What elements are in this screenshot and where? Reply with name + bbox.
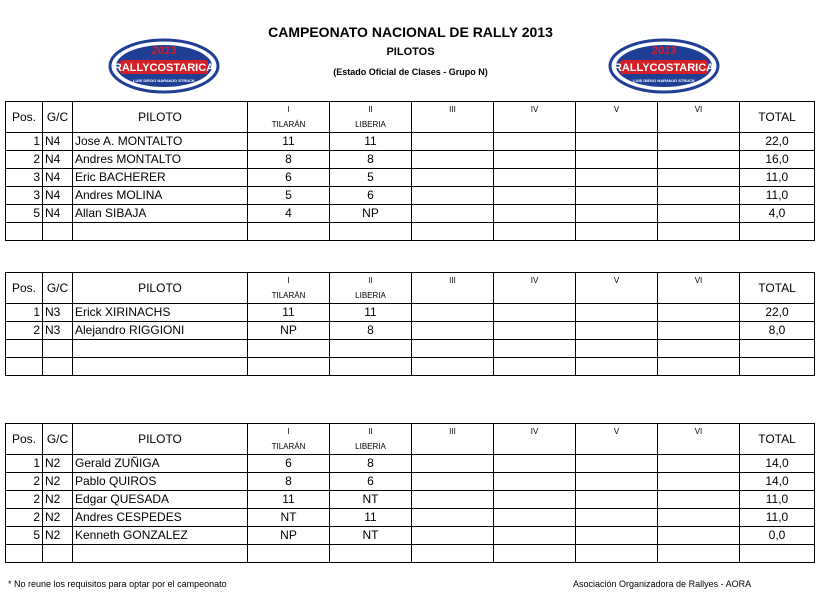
cell-round-points bbox=[412, 133, 494, 151]
col-header-round: II bbox=[330, 102, 412, 118]
cell-round-points bbox=[658, 133, 740, 151]
col-header-round: I bbox=[248, 424, 330, 440]
col-header-round: II bbox=[330, 424, 412, 440]
col-header-total: TOTAL bbox=[740, 424, 815, 455]
cell-pos: 2 bbox=[6, 491, 43, 509]
table-row bbox=[6, 491, 815, 509]
cell-round-points bbox=[658, 322, 740, 340]
cell-round-points bbox=[494, 340, 576, 358]
col-header-round: VI bbox=[658, 102, 740, 118]
cell-gc: N2 bbox=[43, 491, 73, 509]
page-title: CAMPEONATO NACIONAL DE RALLY 2013 bbox=[268, 24, 553, 40]
col-header-pos: Pos. bbox=[6, 273, 43, 304]
cell-gc bbox=[43, 223, 73, 241]
col-header-round: IV bbox=[494, 102, 576, 118]
cell-total: 4,0 bbox=[740, 205, 815, 223]
col-header-pos: Pos. bbox=[6, 424, 43, 455]
cell-round-points bbox=[576, 358, 658, 376]
page-note: (Estado Oficial de Clases - Grupo N) bbox=[333, 67, 488, 77]
cell-round-points bbox=[412, 304, 494, 322]
col-header-round: III bbox=[412, 102, 494, 118]
cell-round-points bbox=[248, 340, 330, 358]
cell-piloto: Allan SIBAJA bbox=[73, 205, 248, 223]
cell-round-points bbox=[576, 340, 658, 358]
cell-total bbox=[740, 545, 815, 563]
col-header-piloto: PILOTO bbox=[73, 424, 248, 455]
cell-round-points: 11 bbox=[248, 304, 330, 322]
cell-round-points bbox=[576, 527, 658, 545]
cell-piloto: Andres MONTALTO bbox=[73, 151, 248, 169]
cell-gc bbox=[43, 358, 73, 376]
cell-pos bbox=[6, 223, 43, 241]
col-header-total: TOTAL bbox=[740, 102, 815, 133]
cell-round-points: NP bbox=[330, 205, 412, 223]
col-header-venue: LIBERIA bbox=[330, 288, 412, 304]
col-header-round: I bbox=[248, 273, 330, 289]
col-header-venue bbox=[658, 439, 740, 455]
col-header-venue bbox=[494, 439, 576, 455]
cell-pos: 3 bbox=[6, 187, 43, 205]
cell-round-points bbox=[494, 473, 576, 491]
svg-text:2013: 2013 bbox=[651, 45, 677, 57]
cell-round-points bbox=[412, 455, 494, 473]
col-header-round: V bbox=[576, 102, 658, 118]
cell-pos: 2 bbox=[6, 322, 43, 340]
cell-pos: 3 bbox=[6, 169, 43, 187]
cell-gc: N2 bbox=[43, 455, 73, 473]
cell-piloto: Erick XIRINACHS bbox=[73, 304, 248, 322]
cell-round-points bbox=[576, 133, 658, 151]
rally-logo-right bbox=[608, 34, 720, 94]
col-header-venue: TILARÁN bbox=[248, 439, 330, 455]
cell-pos: 2 bbox=[6, 473, 43, 491]
svg-text:2013: 2013 bbox=[151, 45, 177, 57]
table-row bbox=[6, 473, 815, 491]
table-row bbox=[6, 304, 815, 322]
cell-round-points bbox=[576, 223, 658, 241]
col-header-round: III bbox=[412, 273, 494, 289]
cell-round-points bbox=[412, 223, 494, 241]
cell-round-points bbox=[658, 455, 740, 473]
results-table-n3 bbox=[5, 272, 815, 376]
cell-round-points bbox=[412, 473, 494, 491]
table-row bbox=[6, 455, 815, 473]
cell-round-points bbox=[576, 322, 658, 340]
cell-round-points bbox=[412, 527, 494, 545]
col-header-venue bbox=[412, 117, 494, 133]
col-header-gc: G/C bbox=[43, 424, 73, 455]
cell-round-points: 4 bbox=[248, 205, 330, 223]
cell-piloto: Andres MOLINA bbox=[73, 187, 248, 205]
cell-pos bbox=[6, 358, 43, 376]
cell-round-points bbox=[658, 473, 740, 491]
col-header-gc: G/C bbox=[43, 273, 73, 304]
cell-round-points bbox=[494, 133, 576, 151]
col-header-round: VI bbox=[658, 273, 740, 289]
cell-round-points bbox=[330, 223, 412, 241]
cell-gc: N4 bbox=[43, 187, 73, 205]
cell-piloto: Jose A. MONTALTO bbox=[73, 133, 248, 151]
col-header-venue: TILARÁN bbox=[248, 288, 330, 304]
cell-gc: N4 bbox=[43, 169, 73, 187]
svg-text:RALLYCOSTARICA: RALLYCOSTARICA bbox=[113, 62, 215, 74]
col-header-venue: TILARÁN bbox=[248, 117, 330, 133]
col-header-venue: LIBERIA bbox=[330, 117, 412, 133]
col-header-venue bbox=[494, 288, 576, 304]
cell-gc: N4 bbox=[43, 205, 73, 223]
cell-round-points: NP bbox=[248, 527, 330, 545]
cell-round-points: 8 bbox=[330, 455, 412, 473]
cell-total bbox=[740, 223, 815, 241]
cell-round-points: 5 bbox=[248, 187, 330, 205]
cell-piloto: Andres CESPEDES bbox=[73, 509, 248, 527]
cell-total: 11,0 bbox=[740, 169, 815, 187]
svg-text:LUIS DIEGO NARANJO STRUCK: LUIS DIEGO NARANJO STRUCK bbox=[633, 78, 695, 83]
cell-round-points: 8 bbox=[248, 473, 330, 491]
col-header-venue: LIBERIA bbox=[330, 439, 412, 455]
col-header-round: VI bbox=[658, 424, 740, 440]
cell-total: 0,0 bbox=[740, 527, 815, 545]
cell-round-points bbox=[658, 509, 740, 527]
cell-piloto bbox=[73, 545, 248, 563]
cell-pos: 2 bbox=[6, 151, 43, 169]
col-header-venue bbox=[576, 439, 658, 455]
table-row bbox=[6, 205, 815, 223]
cell-round-points bbox=[494, 491, 576, 509]
col-header-venue bbox=[412, 439, 494, 455]
cell-round-points: 11 bbox=[330, 509, 412, 527]
col-header-gc: G/C bbox=[43, 102, 73, 133]
cell-piloto: Alejandro RIGGIONI bbox=[73, 322, 248, 340]
cell-total bbox=[740, 340, 815, 358]
cell-round-points bbox=[412, 169, 494, 187]
cell-round-points bbox=[576, 151, 658, 169]
results-table-n2 bbox=[5, 423, 815, 563]
cell-round-points bbox=[494, 223, 576, 241]
col-header-venue bbox=[576, 117, 658, 133]
col-header-round: I bbox=[248, 102, 330, 118]
cell-round-points bbox=[330, 340, 412, 358]
footer-organizer: Asociación Organizadora de Rallyes - AORA bbox=[573, 579, 752, 589]
cell-round-points bbox=[576, 473, 658, 491]
col-header-venue bbox=[658, 117, 740, 133]
table-row bbox=[6, 545, 815, 563]
cell-round-points: 11 bbox=[330, 133, 412, 151]
table-row bbox=[6, 133, 815, 151]
cell-total bbox=[740, 358, 815, 376]
page-subtitle: PILOTOS bbox=[386, 46, 435, 58]
cell-total: 16,0 bbox=[740, 151, 815, 169]
cell-piloto bbox=[73, 340, 248, 358]
cell-round-points: 6 bbox=[330, 473, 412, 491]
cell-piloto bbox=[73, 223, 248, 241]
cell-round-points: 5 bbox=[330, 169, 412, 187]
cell-total: 11,0 bbox=[740, 491, 815, 509]
cell-total: 8,0 bbox=[740, 322, 815, 340]
cell-round-points bbox=[494, 509, 576, 527]
cell-round-points bbox=[248, 358, 330, 376]
cell-round-points bbox=[494, 304, 576, 322]
col-header-round: V bbox=[576, 273, 658, 289]
cell-round-points bbox=[412, 205, 494, 223]
cell-pos: 5 bbox=[6, 527, 43, 545]
cell-round-points bbox=[658, 223, 740, 241]
cell-pos bbox=[6, 545, 43, 563]
col-header-venue bbox=[576, 288, 658, 304]
col-header-round: IV bbox=[494, 424, 576, 440]
col-header-venue bbox=[494, 117, 576, 133]
cell-round-points bbox=[658, 151, 740, 169]
results-table-n4 bbox=[5, 101, 815, 241]
table-row bbox=[6, 151, 815, 169]
cell-piloto: Edgar QUESADA bbox=[73, 491, 248, 509]
cell-piloto: Eric BACHERER bbox=[73, 169, 248, 187]
cell-round-points bbox=[330, 358, 412, 376]
cell-round-points: 6 bbox=[248, 169, 330, 187]
cell-round-points bbox=[412, 187, 494, 205]
cell-total: 14,0 bbox=[740, 473, 815, 491]
table-row bbox=[6, 223, 815, 241]
cell-gc bbox=[43, 545, 73, 563]
cell-round-points bbox=[658, 545, 740, 563]
cell-total: 14,0 bbox=[740, 455, 815, 473]
cell-round-points bbox=[658, 491, 740, 509]
cell-gc: N2 bbox=[43, 509, 73, 527]
cell-gc bbox=[43, 340, 73, 358]
cell-round-points bbox=[412, 358, 494, 376]
cell-round-points bbox=[658, 527, 740, 545]
cell-round-points: NT bbox=[330, 491, 412, 509]
cell-round-points bbox=[494, 455, 576, 473]
col-header-piloto: PILOTO bbox=[73, 273, 248, 304]
cell-total: 11,0 bbox=[740, 509, 815, 527]
cell-total: 11,0 bbox=[740, 187, 815, 205]
cell-round-points bbox=[658, 187, 740, 205]
cell-round-points bbox=[576, 187, 658, 205]
cell-round-points bbox=[494, 527, 576, 545]
cell-round-points bbox=[412, 509, 494, 527]
footer-note: * No reune los requisitos para optar por el campeonato bbox=[8, 579, 227, 589]
cell-round-points: 11 bbox=[248, 491, 330, 509]
cell-round-points: NP bbox=[248, 322, 330, 340]
cell-round-points bbox=[658, 205, 740, 223]
col-header-venue bbox=[658, 288, 740, 304]
cell-round-points: 11 bbox=[248, 133, 330, 151]
table-row bbox=[6, 358, 815, 376]
cell-round-points bbox=[412, 545, 494, 563]
cell-round-points bbox=[576, 169, 658, 187]
cell-gc: N2 bbox=[43, 473, 73, 491]
cell-round-points bbox=[494, 545, 576, 563]
cell-gc: N4 bbox=[43, 151, 73, 169]
cell-round-points bbox=[412, 340, 494, 358]
col-header-round: V bbox=[576, 424, 658, 440]
cell-round-points bbox=[576, 509, 658, 527]
cell-pos: 1 bbox=[6, 304, 43, 322]
col-header-venue bbox=[412, 288, 494, 304]
cell-round-points bbox=[248, 223, 330, 241]
cell-round-points bbox=[576, 545, 658, 563]
cell-gc: N3 bbox=[43, 322, 73, 340]
cell-round-points bbox=[248, 545, 330, 563]
cell-piloto: Kenneth GONZALEZ bbox=[73, 527, 248, 545]
cell-round-points: 8 bbox=[330, 322, 412, 340]
rally-logo-left bbox=[108, 34, 220, 94]
cell-round-points bbox=[494, 187, 576, 205]
svg-text:RALLYCOSTARICA: RALLYCOSTARICA bbox=[613, 62, 715, 74]
cell-round-points bbox=[412, 491, 494, 509]
cell-gc: N3 bbox=[43, 304, 73, 322]
cell-total: 22,0 bbox=[740, 133, 815, 151]
cell-round-points bbox=[576, 491, 658, 509]
cell-pos: 1 bbox=[6, 455, 43, 473]
cell-round-points bbox=[494, 151, 576, 169]
cell-round-points bbox=[412, 151, 494, 169]
cell-piloto: Pablo QUIROS bbox=[73, 473, 248, 491]
cell-round-points bbox=[494, 169, 576, 187]
cell-round-points bbox=[658, 340, 740, 358]
cell-pos: 2 bbox=[6, 509, 43, 527]
cell-round-points bbox=[658, 169, 740, 187]
cell-round-points bbox=[576, 205, 658, 223]
table-row bbox=[6, 527, 815, 545]
cell-pos: 5 bbox=[6, 205, 43, 223]
cell-round-points bbox=[658, 304, 740, 322]
cell-round-points bbox=[576, 304, 658, 322]
cell-round-points: NT bbox=[248, 509, 330, 527]
svg-text:LUIS DIEGO NARANJO STRUCK: LUIS DIEGO NARANJO STRUCK bbox=[133, 78, 195, 83]
cell-round-points bbox=[494, 322, 576, 340]
col-header-round: III bbox=[412, 424, 494, 440]
cell-gc: N2 bbox=[43, 527, 73, 545]
cell-round-points: 8 bbox=[330, 151, 412, 169]
cell-round-points bbox=[412, 322, 494, 340]
cell-round-points bbox=[658, 358, 740, 376]
cell-gc: N4 bbox=[43, 133, 73, 151]
cell-round-points bbox=[330, 545, 412, 563]
cell-piloto bbox=[73, 358, 248, 376]
cell-total: 22,0 bbox=[740, 304, 815, 322]
cell-round-points bbox=[494, 358, 576, 376]
cell-pos: 1 bbox=[6, 133, 43, 151]
cell-round-points bbox=[576, 455, 658, 473]
table-row bbox=[6, 322, 815, 340]
col-header-pos: Pos. bbox=[6, 102, 43, 133]
col-header-round: II bbox=[330, 273, 412, 289]
table-row bbox=[6, 187, 815, 205]
cell-pos bbox=[6, 340, 43, 358]
cell-round-points: 6 bbox=[248, 455, 330, 473]
col-header-round: IV bbox=[494, 273, 576, 289]
table-row bbox=[6, 340, 815, 358]
cell-round-points: 11 bbox=[330, 304, 412, 322]
col-header-piloto: PILOTO bbox=[73, 102, 248, 133]
cell-round-points bbox=[494, 205, 576, 223]
table-row bbox=[6, 169, 815, 187]
col-header-total: TOTAL bbox=[740, 273, 815, 304]
cell-round-points: NT bbox=[330, 527, 412, 545]
cell-round-points: 8 bbox=[248, 151, 330, 169]
table-row bbox=[6, 509, 815, 527]
cell-piloto: Gerald ZUÑIGA bbox=[73, 455, 248, 473]
cell-round-points: 6 bbox=[330, 187, 412, 205]
